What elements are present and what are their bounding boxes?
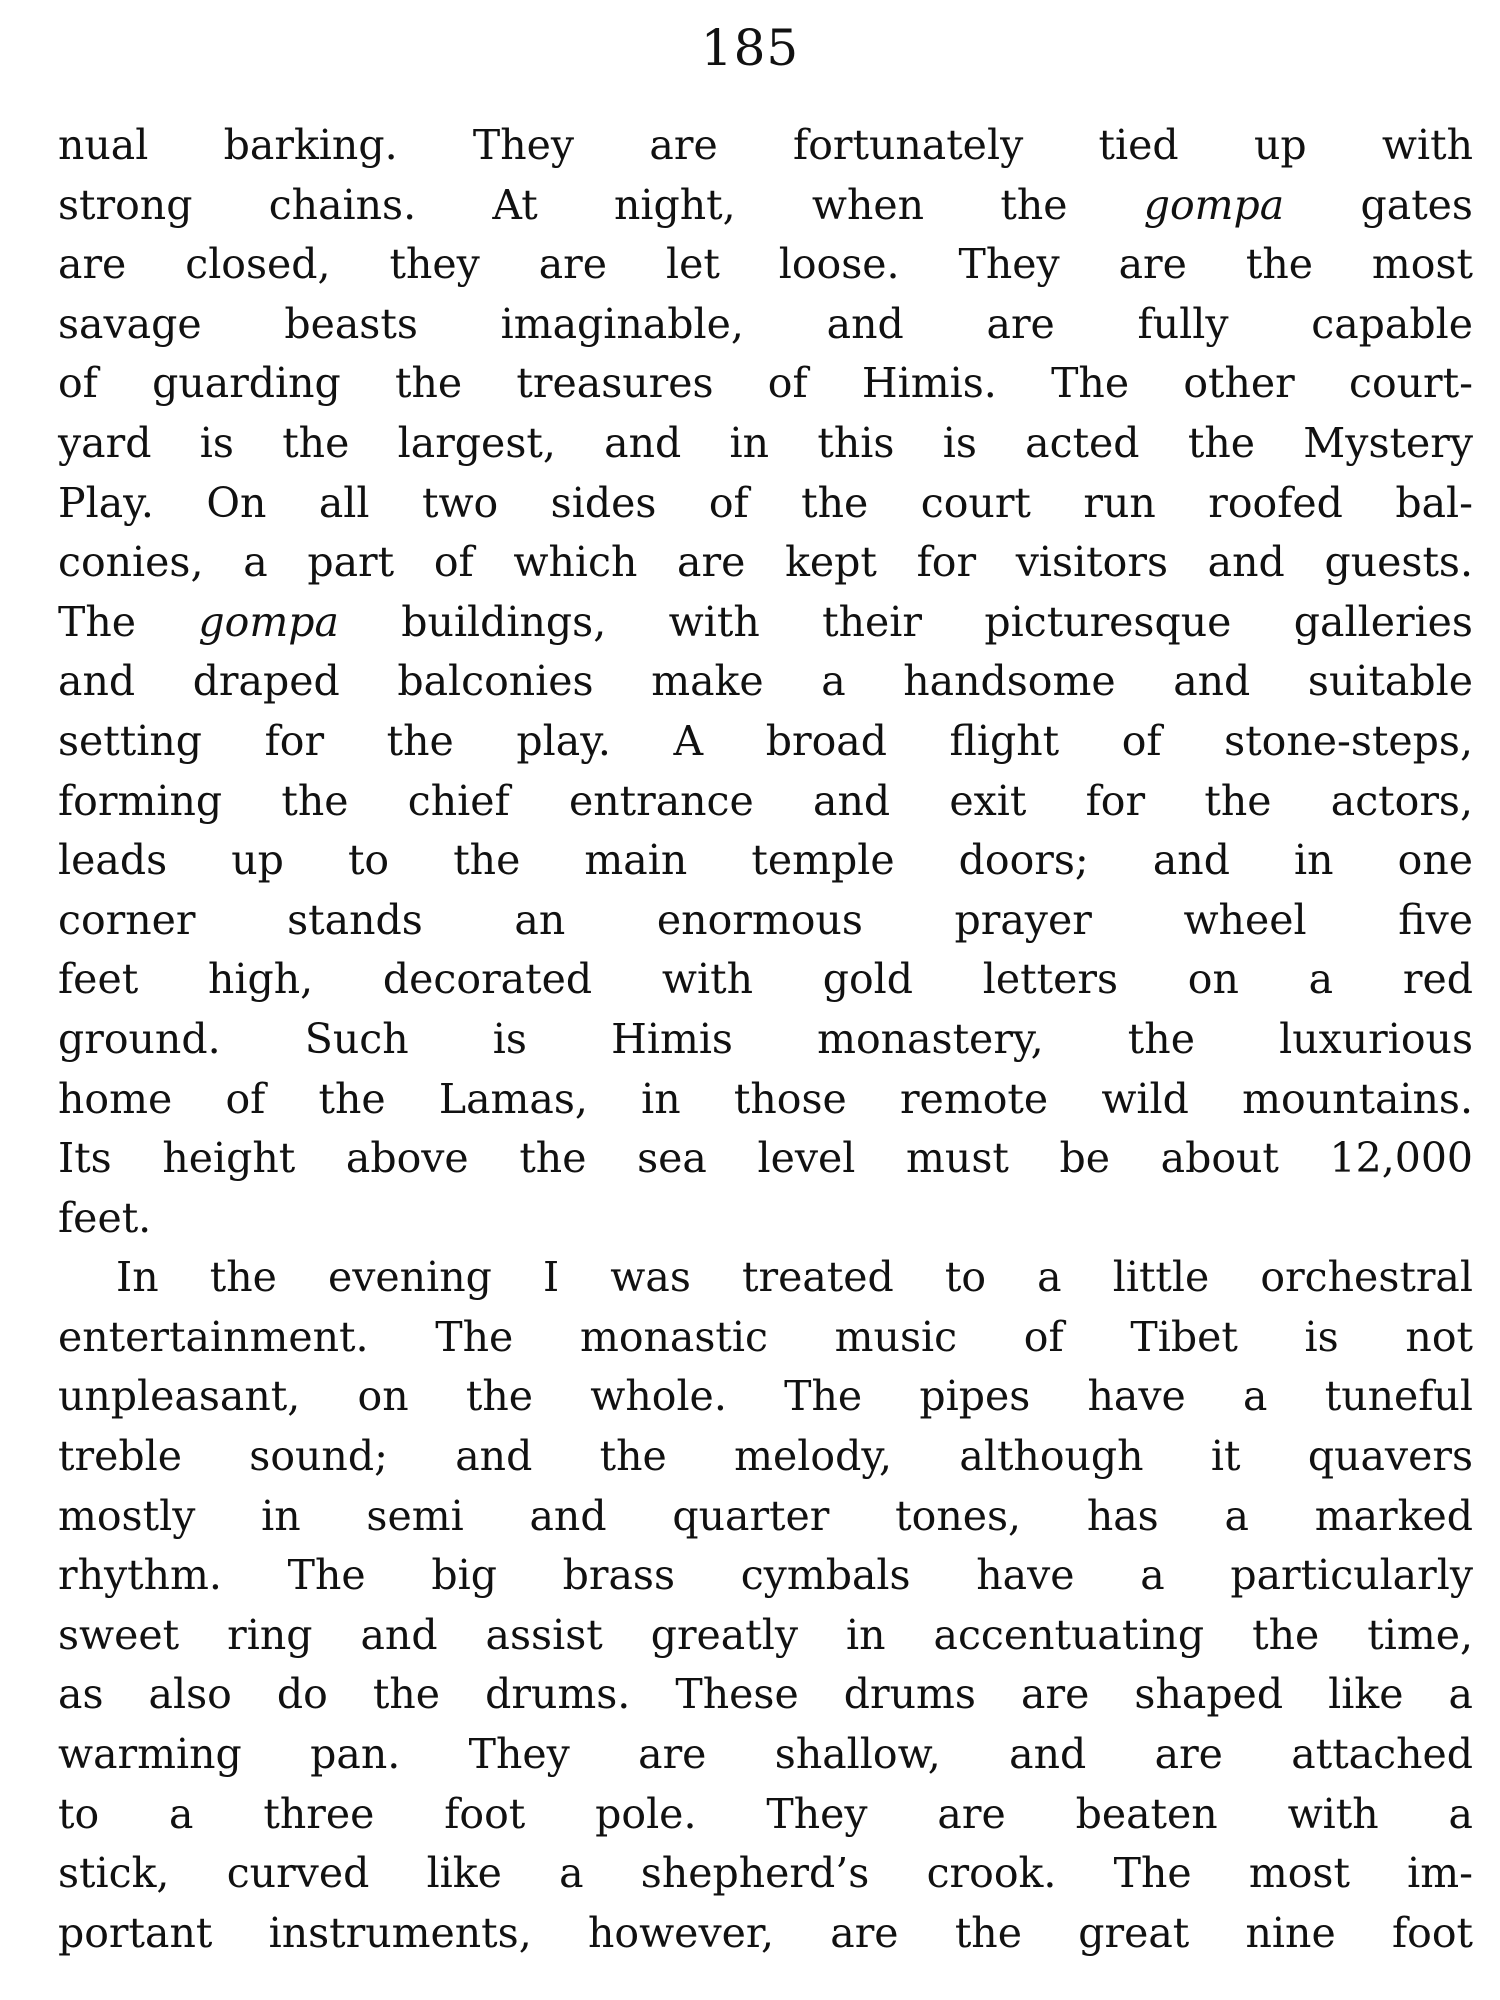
text-line: Its height above the sea level must be about 12,000 (58, 1134, 1473, 1183)
text-line: nual barking. They are fortunately tied up with (58, 121, 1473, 169)
text-line: yard is the largest, and in this is acted the Mystery (58, 418, 1473, 467)
text-line: setting for the play. A broad flight of stone-steps, (58, 716, 1473, 765)
text-line: to a three foot pole. They are beaten with a (58, 1789, 1473, 1838)
text-line: rhythm. The big brass cymbals have a particularly (58, 1551, 1473, 1600)
italic-term: gompa (198, 597, 339, 646)
text-line: sweet ring and assist greatly in accentuating the time, (58, 1610, 1473, 1659)
text-line: are closed, they are let loose. They are the most (58, 240, 1473, 289)
text-line: treble sound; and the melody, although it quavers (58, 1432, 1473, 1481)
text-line: conies, a part of which are kept for visitors and guests. (58, 538, 1473, 587)
text-line: leads up to the main temple doors; and in one (58, 836, 1473, 885)
text-line: feet high, decorated with gold letters on a red (58, 955, 1473, 1004)
text-line: mostly in semi and quarter tones, has a marked (58, 1491, 1473, 1540)
text-line: entertainment. The monastic music of Tibet is not (58, 1312, 1473, 1361)
page-number: 185 (700, 19, 800, 77)
italic-term: gompa (1143, 180, 1285, 229)
text-line: portant instruments, however, are the great nine foot (58, 1908, 1473, 1957)
text-line: Play. On all two sides of the court run roofed bal- (58, 478, 1473, 527)
text-line: as also do the drums. These drums are shaped like a (58, 1670, 1473, 1719)
body-text (58, 116, 1473, 1963)
text-line: The gompa buildings, with their picturesque galleries (58, 597, 1473, 646)
text-line: unpleasant, on the whole. The pipes have a tuneful (58, 1372, 1473, 1421)
text-line: stick, curved like a shepherd’s crook. The most im- (58, 1849, 1473, 1898)
text-line: home of the Lamas, in those remote wild mountains. (58, 1074, 1473, 1123)
text-line: feet. (58, 1193, 152, 1242)
text-line: warming pan. They are shallow, and are attached (58, 1730, 1473, 1779)
text-line: In the evening I was treated to a little orchestral (116, 1253, 1473, 1302)
text-line: strong chains. At night, when the gompa gates (58, 180, 1473, 229)
text-line: forming the chief entrance and exit for the actors, (58, 776, 1473, 825)
text-line: ground. Such is Himis monastery, the luxurious (58, 1014, 1473, 1063)
text-line: and draped balconies make a handsome and suitable (58, 657, 1473, 706)
text-line: savage beasts imaginable, and are fully capable (58, 299, 1473, 348)
text-line: of guarding the treasures of Himis. The other court- (58, 359, 1473, 408)
text-line: corner stands an enormous prayer wheel five (58, 895, 1473, 944)
